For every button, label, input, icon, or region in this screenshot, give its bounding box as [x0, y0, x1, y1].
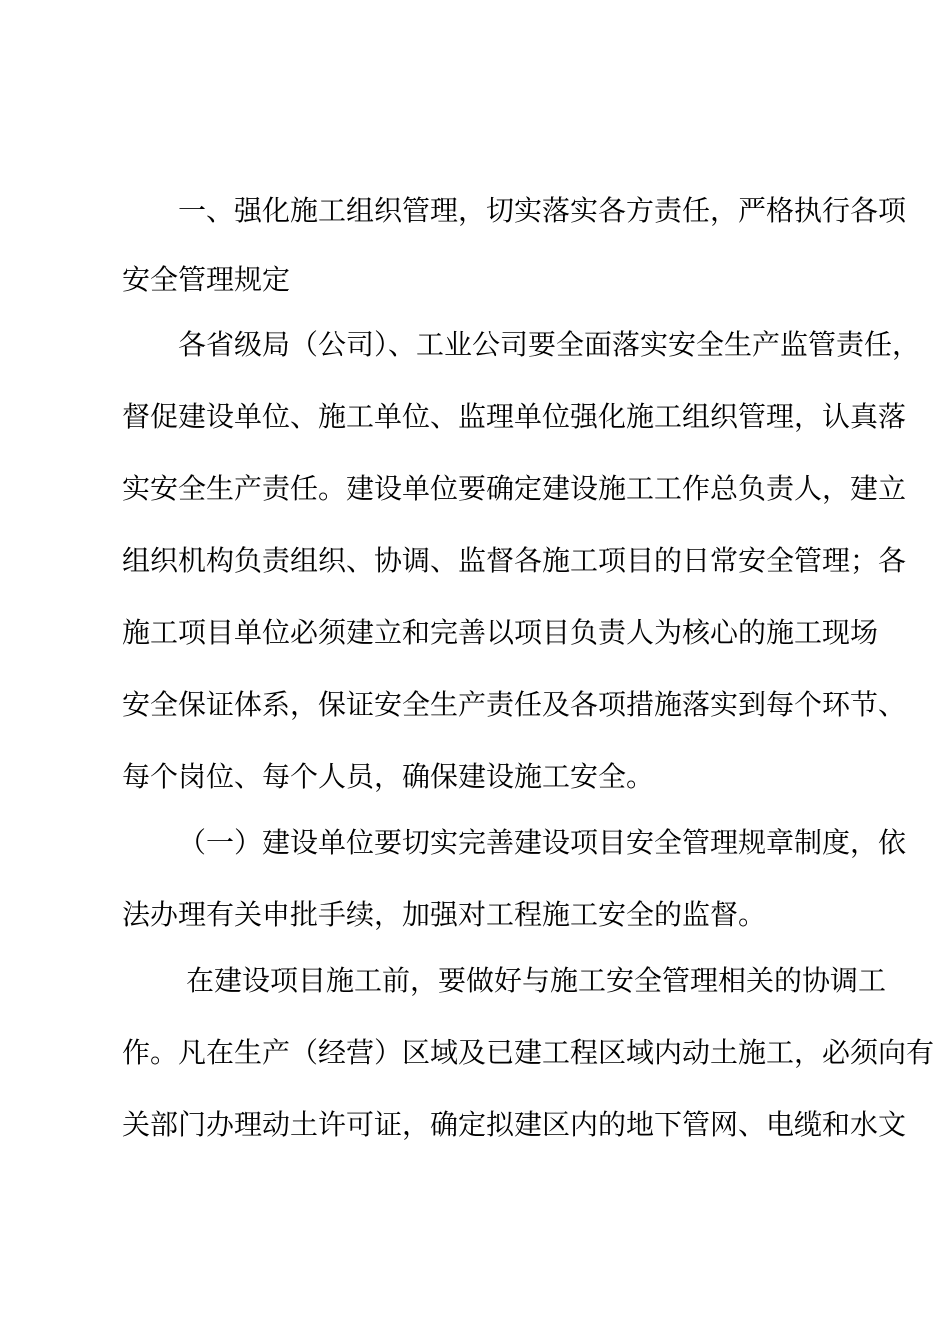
- paragraph-2-line-2: 作。凡在生产（经营）区域及已建工程区域内动土施工，必须向有: [122, 1036, 935, 1069]
- paragraph-1-line-4: 组织机构负责组织、协调、监督各施工项目的日常安全管理；各: [122, 544, 907, 577]
- subsection-heading-line-2: 法办理有关申批手续，加强对工程施工安全的监督。: [122, 898, 767, 931]
- paragraph-2-line-1: 在建设项目施工前，要做好与施工安全管理相关的协调工: [186, 964, 887, 997]
- paragraph-2-line-3: 关部门办理动土许可证，确定拟建区内的地下管网、电缆和水文: [122, 1108, 907, 1141]
- paragraph-1-line-2: 督促建设单位、施工单位、监理单位强化施工组织管理，认真落: [122, 400, 907, 433]
- section-heading-line-2: 安全管理规定: [122, 263, 291, 296]
- paragraph-1-line-6: 安全保证体系，保证安全生产责任及各项措施落实到每个环节、: [122, 688, 907, 721]
- paragraph-1-line-1: 各省级局（公司）、工业公司要全面落实安全生产监管责任，: [178, 328, 921, 361]
- subsection-heading-line-1: （一）建设单位要切实完善建设项目安全管理规章制度，依: [178, 826, 907, 859]
- section-heading-line-1: 一、强化施工组织管理，切实落实各方责任，严格执行各项: [178, 194, 907, 227]
- paragraph-1-line-5: 施工项目单位必须建立和完善以项目负责人为核心的施工现场: [122, 616, 879, 649]
- paragraph-1-line-7: 每个岗位、每个人员，确保建设施工安全。: [122, 760, 655, 793]
- paragraph-1-line-3: 实安全生产责任。建设单位要确定建设施工工作总负责人，建立: [122, 472, 907, 505]
